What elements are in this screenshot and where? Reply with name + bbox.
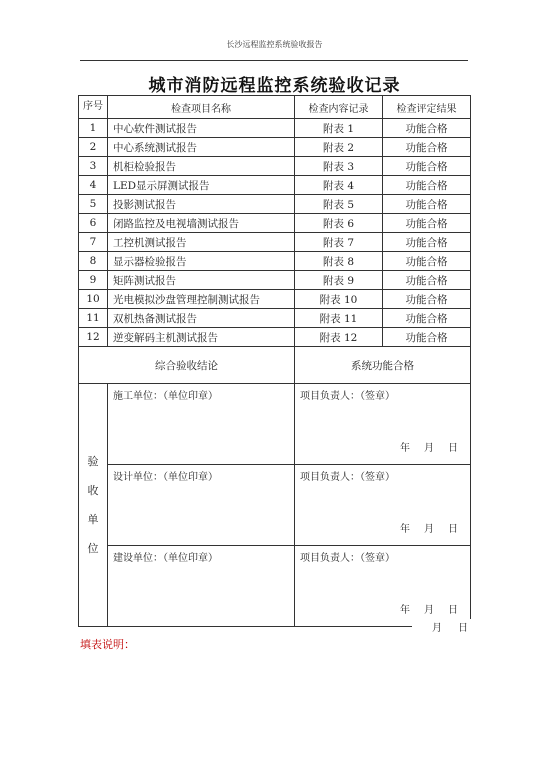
item-number: 10 <box>79 290 108 309</box>
date-month-label: 月 <box>424 443 434 454</box>
item-result: 功能合格 <box>383 214 471 233</box>
acceptance-table <box>78 95 471 627</box>
item-result: 功能合格 <box>383 195 471 214</box>
item-result: 功能合格 <box>383 328 471 347</box>
item-result: 功能合格 <box>383 233 471 252</box>
responsible-signature-label: 项目负责人：（签章） <box>300 553 395 564</box>
date-year-label: 年 <box>400 605 410 616</box>
acceptance-unit-label <box>79 384 108 627</box>
column-header-name: 检查项目名称 <box>108 96 295 119</box>
table-row <box>79 214 471 233</box>
item-name: 逆变解码主机测试报告 <box>108 328 295 347</box>
column-header-record: 检查内容记录 <box>295 96 383 119</box>
date-day-label: 日 <box>448 605 458 616</box>
item-result: 功能合格 <box>383 176 471 195</box>
table-row <box>79 233 471 252</box>
item-number: 7 <box>79 233 108 252</box>
date-day-label: 日 <box>448 443 458 454</box>
date-month-label: 月 <box>424 524 434 535</box>
trailing-date-day: 日 <box>458 623 468 634</box>
item-attachment: 附表 8 <box>295 252 383 271</box>
unit-seal-cell <box>108 546 295 627</box>
item-name: 双机热备测试报告 <box>108 309 295 328</box>
item-name: LED显示屏测试报告 <box>108 176 295 195</box>
column-header-seq: 序号 <box>79 96 108 119</box>
item-name: 投影测试报告 <box>108 195 295 214</box>
acceptance-unit-row <box>79 465 471 546</box>
item-result: 功能合格 <box>383 290 471 309</box>
trailing-date-month: 月 <box>432 623 442 634</box>
form-instructions: 填表说明： <box>80 638 135 651</box>
table-row <box>79 328 471 347</box>
table-row <box>79 195 471 214</box>
item-attachment: 附表 1 <box>295 119 383 138</box>
responsible-signature-cell <box>295 384 471 465</box>
acceptance-unit-label-char: 位 <box>87 542 99 555</box>
item-result: 功能合格 <box>383 271 471 290</box>
unit-seal-cell <box>108 384 295 465</box>
date-year-label: 年 <box>400 524 410 535</box>
item-attachment: 附表 3 <box>295 157 383 176</box>
table-row <box>79 138 471 157</box>
table-row <box>79 309 471 328</box>
item-name: 机柜检验报告 <box>108 157 295 176</box>
item-number: 1 <box>79 119 108 138</box>
acceptance-unit-label-char: 收 <box>87 484 99 497</box>
acceptance-unit-label-char: 验 <box>87 455 99 468</box>
item-name: 工控机测试报告 <box>108 233 295 252</box>
table-row <box>79 271 471 290</box>
date-year-label: 年 <box>400 443 410 454</box>
acceptance-unit-label-char: 单 <box>87 513 99 526</box>
item-attachment: 附表 12 <box>295 328 383 347</box>
header-rule <box>80 60 468 61</box>
item-number: 8 <box>79 252 108 271</box>
table-row <box>79 290 471 309</box>
signature-date <box>386 520 458 535</box>
table-row <box>79 252 471 271</box>
unit-seal-label: 施工单位：（单位印章） <box>113 391 218 402</box>
document-title: 城市消防远程监控系统验收记录 <box>148 76 401 96</box>
item-attachment: 附表 11 <box>295 309 383 328</box>
column-header-result: 检查评定结果 <box>383 96 471 119</box>
item-number: 4 <box>79 176 108 195</box>
item-number: 9 <box>79 271 108 290</box>
unit-seal-label: 建设单位：（单位印章） <box>113 553 218 564</box>
item-name: 显示器检验报告 <box>108 252 295 271</box>
item-number: 3 <box>79 157 108 176</box>
date-day-label: 日 <box>448 524 458 535</box>
responsible-signature-label: 项目负责人：（签章） <box>300 472 395 483</box>
item-result: 功能合格 <box>383 309 471 328</box>
table-row <box>79 157 471 176</box>
responsible-signature-cell <box>295 546 471 627</box>
item-number: 11 <box>79 309 108 328</box>
item-name: 闭路监控及电视墙测试报告 <box>108 214 295 233</box>
item-name: 中心软件测试报告 <box>108 119 295 138</box>
item-name: 矩阵测试报告 <box>108 271 295 290</box>
item-attachment: 附表 9 <box>295 271 383 290</box>
acceptance-unit-row <box>79 384 471 465</box>
item-number: 6 <box>79 214 108 233</box>
item-result: 功能合格 <box>383 138 471 157</box>
acceptance-unit-row <box>79 546 471 627</box>
item-attachment: 附表 10 <box>295 290 383 309</box>
responsible-signature-cell <box>295 465 471 546</box>
unit-seal-cell <box>108 465 295 546</box>
item-name: 中心系统测试报告 <box>108 138 295 157</box>
responsible-signature-label: 项目负责人：（签章） <box>300 391 395 402</box>
item-number: 2 <box>79 138 108 157</box>
conclusion-label: 综合验收结论 <box>79 347 295 384</box>
signature-date <box>386 601 458 616</box>
page-header: 长沙远程监控系统验收报告 <box>226 40 323 49</box>
item-attachment: 附表 6 <box>295 214 383 233</box>
item-attachment: 附表 5 <box>295 195 383 214</box>
table-row <box>79 119 471 138</box>
conclusion-value: 系统功能合格 <box>295 347 471 384</box>
item-attachment: 附表 4 <box>295 176 383 195</box>
item-name: 光电模拟沙盘管理控制测试报告 <box>108 290 295 309</box>
date-month-label: 月 <box>424 605 434 616</box>
table-row <box>79 176 471 195</box>
item-result: 功能合格 <box>383 157 471 176</box>
item-result: 功能合格 <box>383 252 471 271</box>
table-header-row <box>79 96 471 119</box>
conclusion-row <box>79 347 471 384</box>
item-attachment: 附表 2 <box>295 138 383 157</box>
unit-seal-label: 设计单位：（单位印章） <box>113 472 218 483</box>
signature-date <box>386 439 458 454</box>
item-attachment: 附表 7 <box>295 233 383 252</box>
item-result: 功能合格 <box>383 119 471 138</box>
item-number: 12 <box>79 328 108 347</box>
item-number: 5 <box>79 195 108 214</box>
trailing-date <box>412 619 472 634</box>
